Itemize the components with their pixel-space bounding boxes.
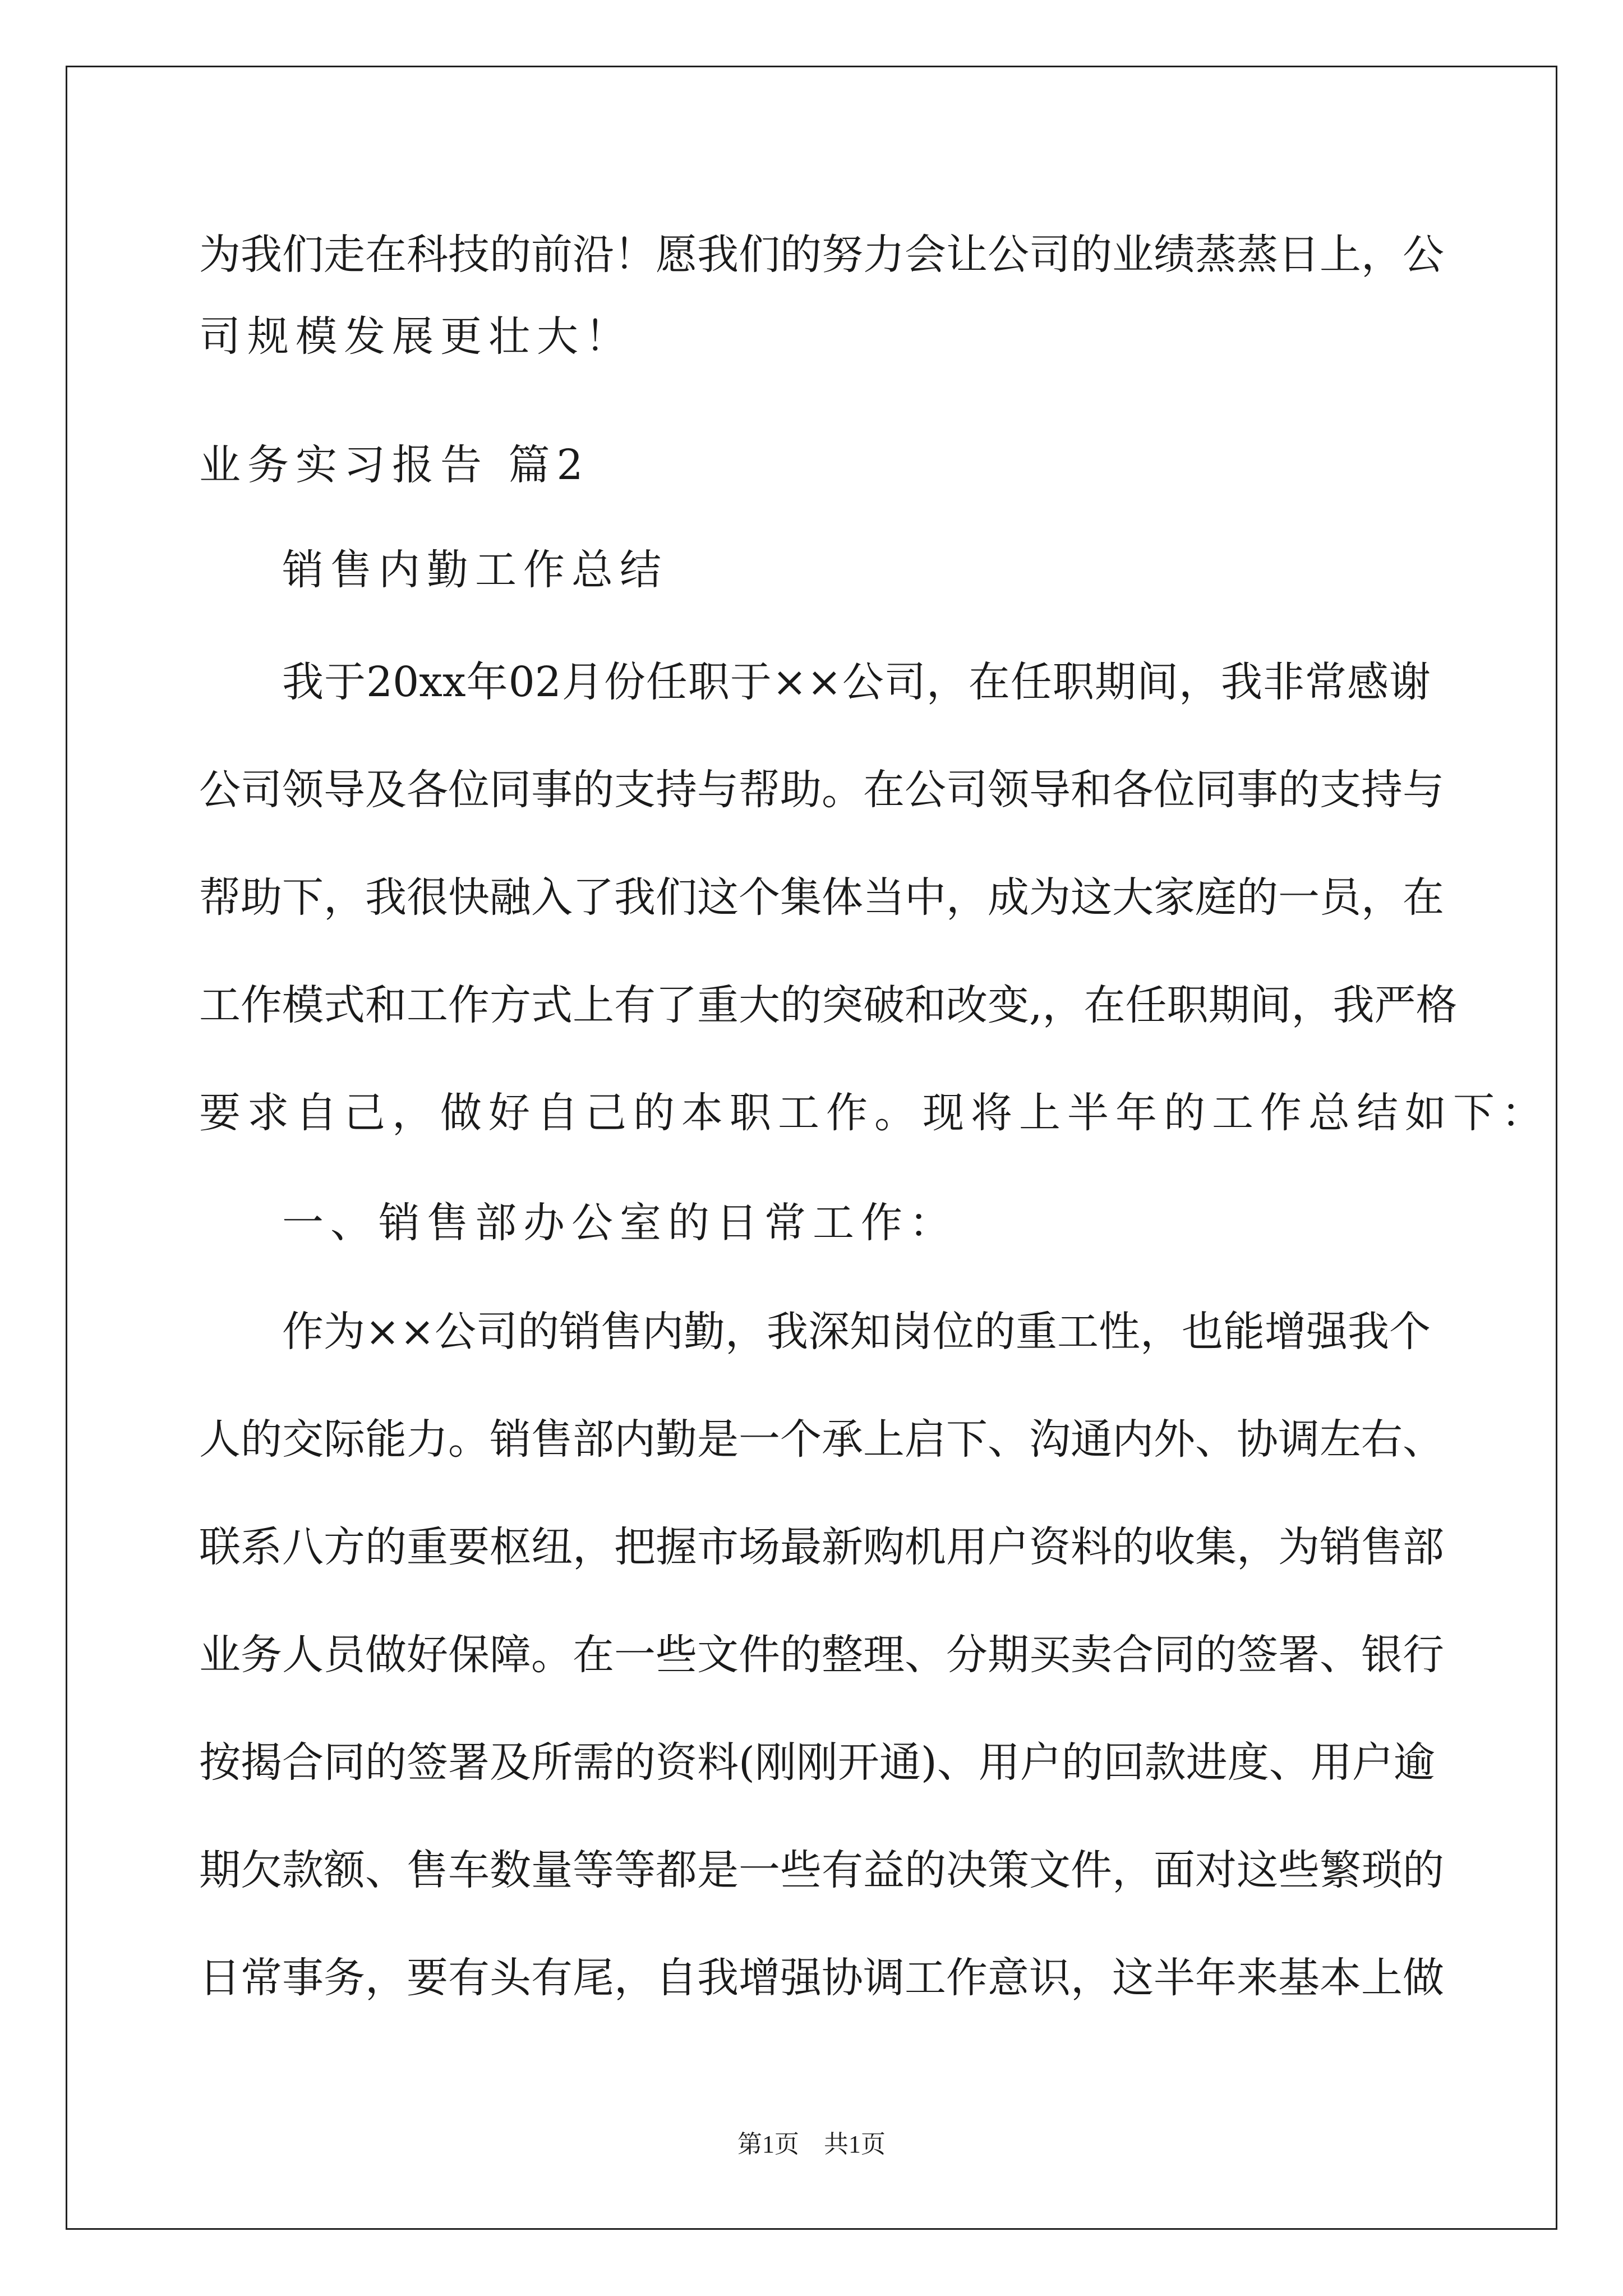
text-line: 作为××公司的销售内勤，我深知岗位的重工性，也能增强我个 [282,1308,1431,1356]
text-line: 按揭合同的签署及所需的资料(刚刚开通)、用户的回款进度、用户逾 [199,1738,1435,1787]
text-line: 帮助下，我很快融入了我们这个集体当中，成为这大家庭的一员，在 [199,873,1444,922]
list-heading: 一、销售部办公室的日常工作： [282,1199,957,1247]
subtitle: 销售内勤工作总结 [282,546,668,594]
text-line: 我于20xx年02月份任职于××公司，在任职期间，我非常感谢 [282,658,1431,706]
text-line: 司规模发展更壮大！ [199,312,633,361]
text-line: 公司领导及各位同事的支持与帮助。在公司领导和各位同事的支持与 [199,766,1444,814]
text-line: 期欠款额、售车数量等等都是一些有益的决策文件，面对这些繁琐的 [199,1846,1444,1894]
text-line: 要求自己，做好自己的本职工作。现将上半年的工作总结如下： [199,1089,1550,1137]
page-border [66,66,1557,2230]
text-line: 业务人员做好保障。在一些文件的整理、分期买卖合同的签署、银行 [199,1631,1444,1679]
page-footer: 第1页 共1页 [737,2131,886,2158]
section-heading: 业务实习报告 篇2 [199,441,590,489]
text-line: 工作模式和工作方式上有了重大的突破和改变,，在任职期间，我严格 [199,981,1458,1029]
text-line: 为我们走在科技的前沿！愿我们的努力会让公司的业绩蒸蒸日上，公 [199,231,1444,279]
text-line: 人的交际能力。销售部内勤是一个承上启下、沟通内外、协调左右、 [199,1415,1444,1464]
text-line: 联系八方的重要枢纽，把握市场最新购机用户资料的收集，为销售部 [199,1523,1444,1571]
text-line: 日常事务，要有头有尾，自我增强协调工作意识，这半年来基本上做 [199,1954,1444,2002]
